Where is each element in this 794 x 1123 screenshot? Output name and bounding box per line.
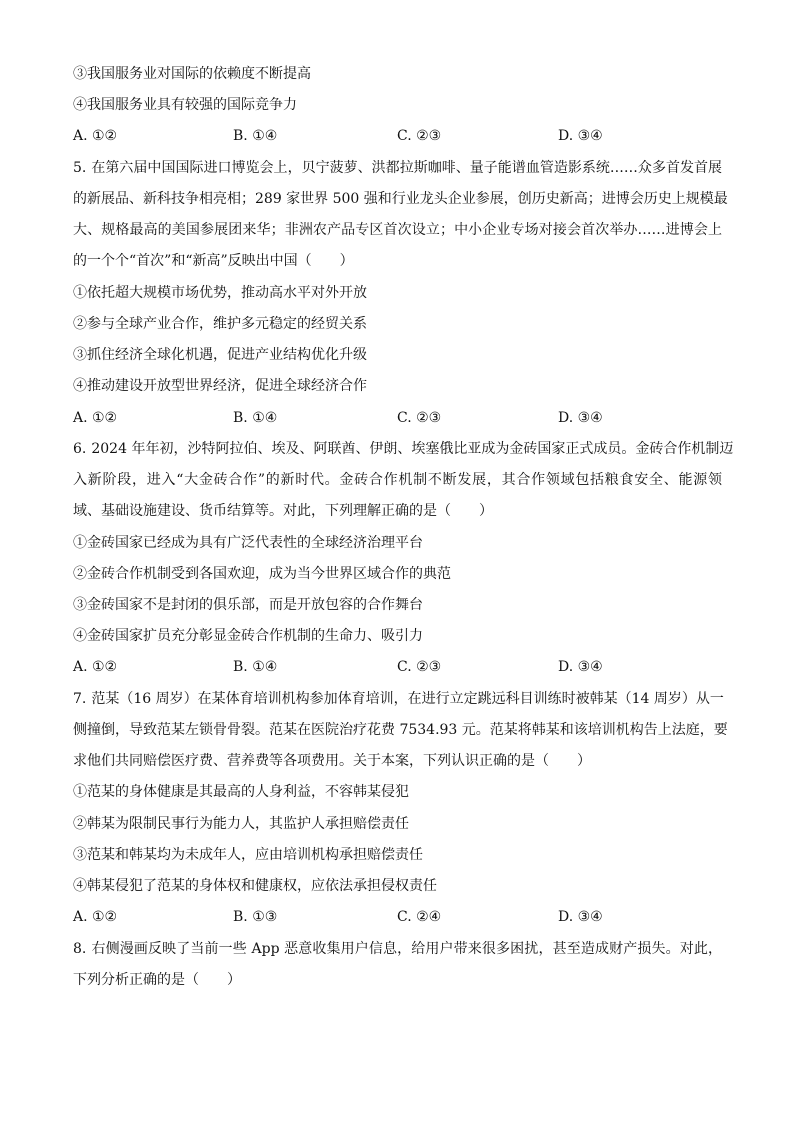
statement-item: ③抓住经济全球化机遇，促进产业结构优化升级 — [73, 347, 367, 364]
statement-item: ②韩某为限制民事行为能力人，其监护人承担赔偿责任 — [73, 815, 409, 832]
answer-options — [73, 121, 722, 152]
statement-item: ②参与全球产业合作，维护多元稳定的经贸关系 — [73, 315, 367, 332]
question-6 — [73, 434, 734, 684]
statement-item: ④金砖国家扩员充分彰显金砖合作机制的生命力、吸引力 — [73, 628, 423, 645]
option-d: D. ③④ — [558, 128, 603, 145]
statement-item: ③我国服务业对国际的依赖度不断提高 — [73, 66, 311, 82]
question-stem-line: 大、规格最高的美国参展团来华；非洲农产品专区首次设立；中小企业专场对接会首次举办……进博会上 — [73, 222, 722, 239]
option-a: A. ①② — [73, 409, 118, 426]
question-stem-line: 的新展品、新科技争相亮相；289 家世界 500 强和行业龙头企业参展，创历史新高；进博会历史上规模最 — [73, 190, 728, 207]
stem-text: 范某（16 周岁）在某体育培训机构参加体育培训，在进行立定跳远科目训练时被韩某（14 周岁）从一 — [91, 690, 724, 707]
option-a: A. ①② — [73, 909, 118, 926]
stem-text: 2024 年年初，沙特阿拉伯、埃及、阿联酋、伊朗、埃塞俄比亚成为金砖国家正式成员。金砖合作机制迈 — [91, 440, 734, 457]
question-stem-line — [73, 934, 722, 965]
stem-text: 在第六届中国国际进口博览会上，贝宁菠萝、洪都拉斯咖啡、量子能谱血管造影系统……众多首发首展 — [91, 159, 722, 176]
question-stem-line: 下列分析正确的是（ ） — [73, 971, 241, 988]
option-b: B. ①④ — [233, 128, 278, 145]
option-a: A. ①② — [73, 128, 118, 145]
option-b: B. ①④ — [233, 659, 278, 676]
option-c: C. ②③ — [397, 128, 442, 145]
question-number: 8. — [73, 940, 87, 957]
answer-options — [73, 902, 722, 933]
option-b: B. ①④ — [233, 409, 278, 426]
statement-item: ③范某和韩某均为未成年人，应由培训机构承担赔偿责任 — [73, 846, 423, 863]
option-a: A. ①② — [73, 659, 118, 676]
option-d: D. ③④ — [558, 909, 603, 926]
statement-item: ④韩某侵犯了范某的身体权和健康权，应依法承担侵权责任 — [73, 878, 437, 895]
question-stem-line: 域、基础设施建设、货币结算等。对此，下列理解正确的是（ ） — [73, 503, 493, 520]
statement-item: ①范某的身体健康是其最高的人身利益，不容韩某侵犯 — [73, 784, 409, 801]
answer-options — [73, 652, 722, 683]
option-c: C. ②③ — [397, 409, 442, 426]
question-stem-line: 侧撞倒，导致范某左锁骨骨裂。范某在医院治疗花费 7534.93 元。范某将韩某和该培训机构告上法庭，要 — [73, 721, 728, 738]
statement-item: ④推动建设开放型世界经济，促进全球经济合作 — [73, 378, 367, 395]
page-content — [73, 59, 734, 996]
statement-item: ③金砖国家不是封闭的俱乐部，而是开放包容的合作舞台 — [73, 596, 423, 613]
option-d: D. ③④ — [558, 409, 603, 426]
question-stem-line — [73, 153, 722, 184]
option-c: C. ②③ — [397, 659, 442, 676]
option-d: D. ③④ — [558, 659, 603, 676]
question-number: 5. — [73, 159, 87, 176]
stem-text: 右侧漫画反映了当前一些 App 恶意收集用户信息，给用户带来很多困扰，甚至造成财产损失。对此， — [91, 940, 722, 957]
question-stem-line — [73, 684, 722, 715]
statement-item: ①金砖国家已经成为具有广泛代表性的全球经济治理平台 — [73, 534, 423, 551]
question-stem-line: 的一个个“首次”和“新高”反映出中国（ ） — [73, 253, 354, 270]
question-8 — [73, 934, 722, 996]
statement-item: ④我国服务业具有较强的国际竞争力 — [73, 97, 297, 114]
question-number: 7. — [73, 690, 87, 707]
option-c: C. ②④ — [397, 909, 442, 926]
question-stem-line: 求他们共同赔偿医疗费、营养费等各项费用。关于本案，下列认识正确的是（ ） — [73, 753, 591, 770]
statement-item: ①依托超大规模市场优势，推动高水平对外开放 — [73, 284, 367, 301]
question-7 — [73, 684, 728, 934]
question-5 — [73, 153, 728, 434]
answer-options — [73, 403, 722, 434]
question-stem-line: 入新阶段，进入“大金砖合作”的新时代。金砖合作机制不断发展，其合作领域包括粮食安全、能源领 — [73, 472, 722, 489]
statement-item: ②金砖合作机制受到各国欢迎，成为当今世界区域合作的典范 — [73, 565, 451, 582]
question-number: 6. — [73, 440, 87, 457]
previous-question — [73, 59, 722, 153]
question-stem-line — [73, 434, 734, 465]
option-b: B. ①③ — [233, 909, 278, 926]
